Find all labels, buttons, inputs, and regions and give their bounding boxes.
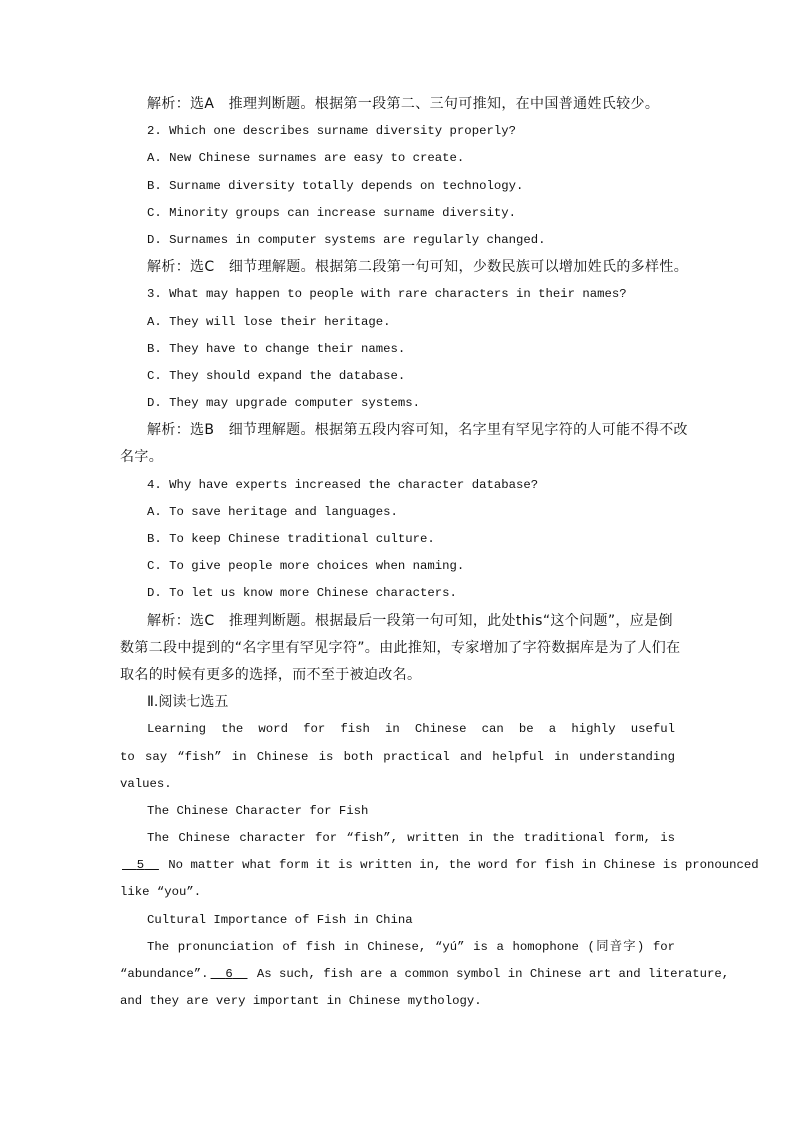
question-2: 2. Which one describes surname diversity properly? [147, 124, 516, 139]
answer-explanation-3-cont: 名字。 [120, 449, 164, 466]
answer-blank-5: 5 [136, 858, 145, 873]
answer-explanation-4-cont-2: 取名的时候有更多的选择，而不至于被迫改名。 [120, 666, 422, 683]
passage-paragraph-2-line-2: 5 No matter what form it is written in, the word for fish in Chinese is pronounced [120, 852, 675, 879]
option-3d: D. They may upgrade computer systems. [147, 396, 421, 411]
passage-paragraph-2-line-3: like “you”. [120, 885, 202, 900]
passage-paragraph-1-line-3: values. [120, 776, 172, 791]
answer-explanation-1: 解析：选A 推理判断题。根据第一段第二、三句可推知，在中国普通姓氏较少。 [147, 96, 660, 112]
option-2b: B. Surname diversity totally depends on technology. [147, 178, 524, 193]
option-3c: C. They should expand the database. [147, 368, 406, 383]
answer-explanation-4: 解析：选C 推理判断题。根据最后一段第一句可知，此处this“这个问题”，应是倒 [147, 612, 673, 629]
option-4d: D. To let us know more Chinese characters. [147, 586, 457, 601]
answer-explanation-2: 解析：选C 细节理解题。根据第二段第一句可知，少数民族可以增加姓氏的多样性。 [147, 259, 689, 276]
question-3: 3. What may happen to people with rare characters in their names? [147, 287, 627, 302]
passage-paragraph-2-line-1: The Chinese character for “fish”, written in the traditional form, is [147, 831, 675, 846]
passage-paragraph-3-line-1: The pronunciation of fish in Chinese, “yú” is a homophone (同音字) for [147, 939, 675, 954]
document-page [120, 91, 759, 1015]
option-3a: A. They will lose their heritage. [147, 314, 391, 329]
passage-paragraph-1-line-1: Learning the word for fish in Chinese can be a highly useful [147, 722, 675, 737]
answer-explanation-3: 解析：选B 细节理解题。根据第五段内容可知，名字里有罕见字符的人可能不得不改 [147, 422, 688, 439]
option-4b: B. To keep Chinese traditional culture. [147, 532, 435, 546]
passage-subheading-cultural-importance: Cultural Importance of Fish in China [147, 912, 413, 927]
passage-paragraph-1-line-2: to say “fish” in Chinese is both practical and helpful in understanding [120, 749, 675, 764]
passage-subheading-fish-character: The Chinese Character for Fish [147, 803, 369, 818]
option-2a: A. New Chinese surnames are easy to create. [147, 151, 465, 166]
answer-blank-6: 6 [225, 967, 233, 981]
option-3b: B. They have to change their names. [147, 341, 406, 356]
answer-explanation-4-cont-1: 数第二段中提到的“名字里有罕见字符”。由此推知，专家增加了字符数据库是为了人们在 [120, 639, 681, 656]
option-2d: D. Surnames in computer systems are regularly changed. [147, 232, 546, 247]
option-2c: C. Minority groups can increase surname diversity. [147, 205, 516, 220]
passage-paragraph-3-line-3: and they are very important in Chinese mythology. [120, 994, 482, 1009]
section-heading: Ⅱ.阅读七选五 [147, 694, 229, 711]
option-4a: A. To save heritage and languages. [147, 504, 398, 519]
question-4: 4. Why have experts increased the character database? [147, 477, 539, 492]
option-4c: C. To give people more choices when naming. [147, 559, 465, 574]
passage-paragraph-3-line-2: “abundance”. 6 As such, fish are a common symbol in Chinese art and literature, [120, 967, 730, 981]
